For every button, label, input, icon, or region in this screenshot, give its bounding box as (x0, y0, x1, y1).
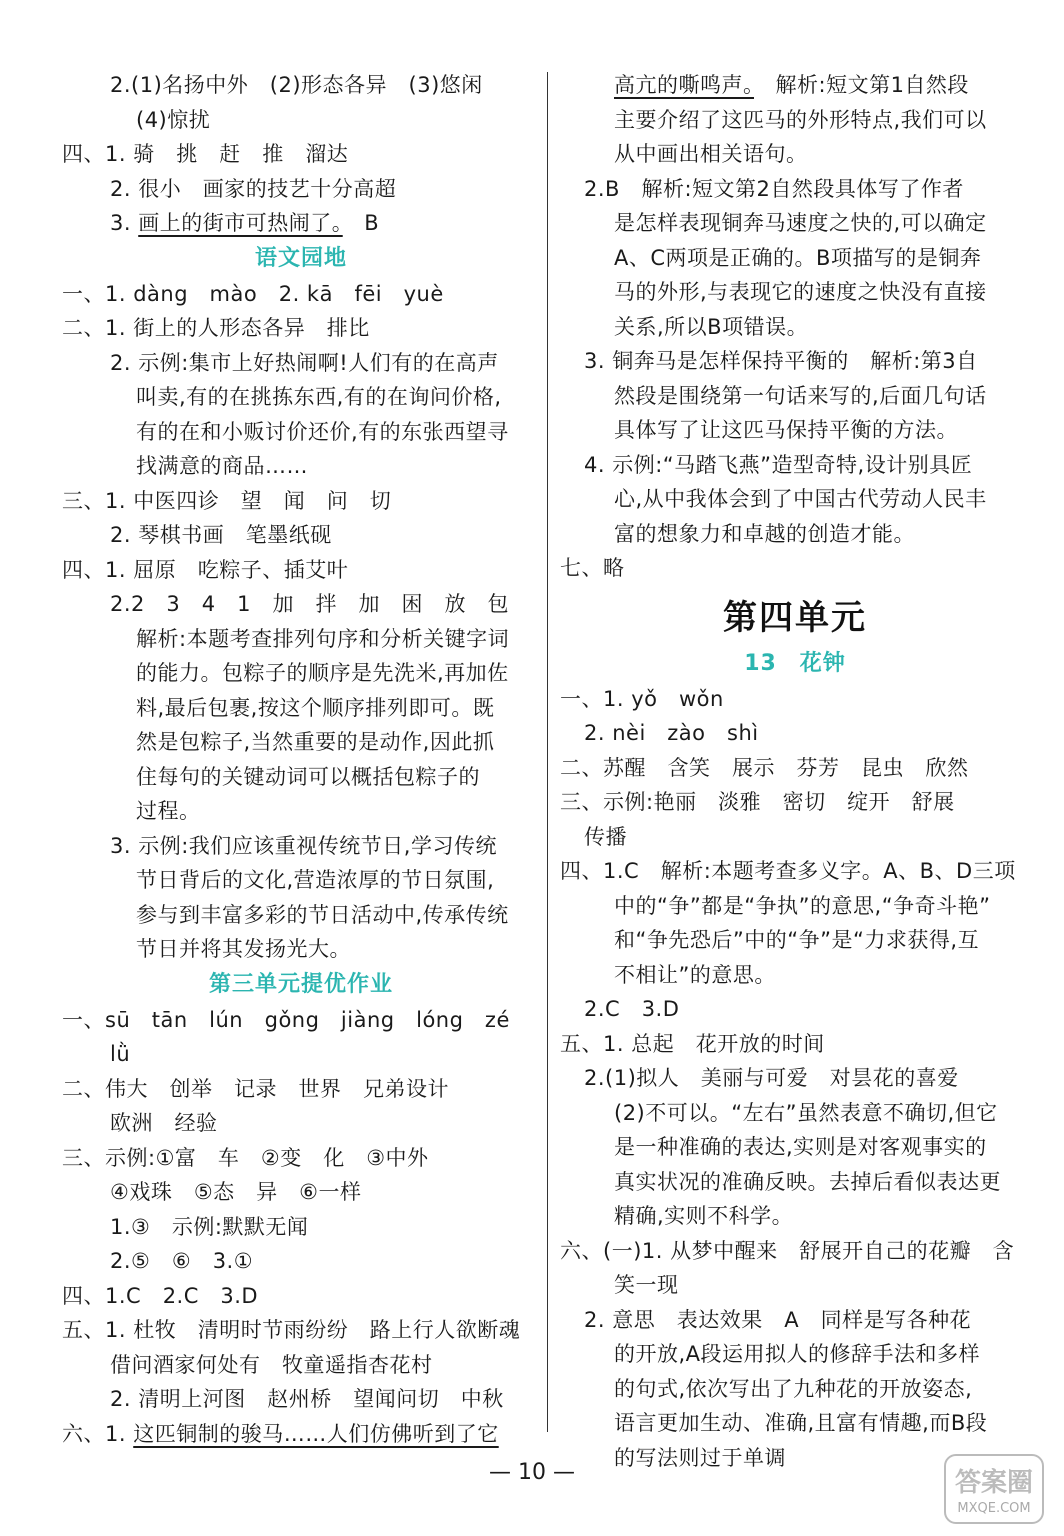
answer-line: 一、1. dàng mào 2. kā fēi yuè (62, 281, 444, 306)
answer-line: 六、(一)1. 从梦中醒来 舒展开自己的花瓣 含 (560, 1238, 1015, 1263)
answer-line: 3. 铜奔马是怎样保持平衡的 解析:第3自 (584, 349, 978, 373)
answer-line: 笑一现 (614, 1273, 679, 1297)
left-column (62, 68, 540, 1451)
answer-line: 不相让”的意思。 (614, 962, 776, 987)
column-divider (547, 72, 548, 1432)
answer-line: 参与到丰富多彩的节日活动中,传承传统 (136, 902, 509, 927)
answer-line: 过程。 (136, 799, 201, 823)
answer-line: 五、1. 杜牧 清明时节雨纷纷 路上行人欲断魂 (62, 1318, 521, 1342)
section-heading: 13 花钟 (744, 650, 846, 676)
answer-line: 语言更加生动、准确,且富有情趣,而B段 (614, 1411, 988, 1435)
answer-line: 3. 画上的街市可热闹了。 B (110, 211, 380, 235)
underlined-text: 画上的街市可热闹了。 (138, 211, 343, 235)
answer-line: 2.(1)拟人 美丽与可爱 对昙花的喜爱 (584, 1066, 959, 1090)
answer-line: 四、1. 骑 挑 赶 推 溜达 (62, 142, 349, 166)
answer-line: 是一种准确的表达,实则是对客观事实的 (614, 1135, 987, 1159)
answer-line: 住每句的关键动词可以概括包粽子的 (136, 764, 480, 789)
answer-line: 一、1. yǒ wǒn (560, 686, 724, 711)
answer-line: 2.(1)名扬中外 (2)形态各异 (3)悠闲 (110, 73, 483, 97)
answer-line: 然是包粽子,当然重要的是动作,因此抓 (136, 730, 495, 754)
answer-line: 高亢的嘶鸣声。 解析:短文第1自然段 (614, 73, 969, 97)
answer-line: 2. 很小 画家的技艺十分高超 (110, 176, 397, 201)
answer-line: 关系,所以B项错误。 (614, 314, 809, 339)
answer-line: (4)惊扰 (136, 107, 211, 132)
watermark-logo (944, 1454, 1044, 1524)
answer-line: 有的在和小贩讨价还价,有的东张西望寻 (136, 419, 509, 444)
answer-line: 精确,实则不科学。 (614, 1204, 794, 1228)
answer-line: 三、示例:艳丽 淡雅 密切 绽开 舒展 (560, 790, 955, 814)
answer-line: 2. nèi zào shì (584, 721, 759, 745)
underlined-text: 这匹铜制的骏马……人们仿佛听到了它 (133, 1421, 499, 1446)
answer-line: 2. 琴棋书画 笔墨纸砚 (110, 523, 332, 547)
answer-line: 二、苏醒 含笑 展示 芬芳 昆虫 欣然 (560, 755, 969, 780)
answer-line: 四、1.C 解析:本题考查多义字。A、B、D三项 (560, 859, 1016, 883)
answer-line: 二、伟大 创举 记录 世界 兄弟设计 (62, 1076, 449, 1101)
answer-line: 三、示例:①富 车 ②变 化 ③中外 (62, 1145, 429, 1170)
answer-line: 真实状况的准确反映。去掉后看似表达更 (614, 1169, 1001, 1194)
answer-line: 马的外形,与表现它的速度之快没有直接 (614, 280, 987, 304)
answer-line: 和“争先恐后”中的“争”是“力求获得,互 (614, 928, 980, 952)
answer-line: 的开放,A段运用拟人的修辞手法和多样 (614, 1342, 981, 1366)
answer-line: 传播 (584, 824, 627, 849)
unit-title: 第四单元 (723, 597, 867, 638)
answer-line: 2.⑤ ⑥ 3.① (110, 1249, 254, 1273)
section-heading: 语文园地 (254, 245, 347, 271)
answer-line: 4. 示例:“马踏飞燕”造型奇特,设计别具匠 (584, 452, 973, 477)
answer-line: 四、1.C 2.C 3.D (62, 1283, 259, 1308)
answer-line: 2. 示例:集市上好热闹啊!人们有的在高声 (110, 350, 499, 375)
answer-line: 具体写了让这匹马保持平衡的方法。 (614, 418, 958, 442)
answer-line: 叫卖,有的在挑拣东西,有的在询问价格, (136, 385, 502, 409)
answer-line: 1.③ 示例:默默无闻 (110, 1214, 309, 1239)
page-number: — 10 — (489, 1460, 575, 1485)
answer-line: 的写法则过于单调 (614, 1445, 786, 1470)
answer-line: 一、sū tān lún gǒng jiàng lóng zé (62, 1007, 510, 1032)
underlined-text: 高亢的嘶鸣声。 (614, 73, 754, 97)
answer-line: ④戏珠 ⑤态 异 ⑥一样 (110, 1180, 362, 1204)
answer-line: 的句式,依次写出了九种花的开放姿态, (614, 1376, 973, 1401)
watermark-glyph: 答案圈 (954, 1468, 1033, 1498)
answer-line: 中的“争”都是“争执”的意思,“争奇斗艳” (614, 893, 991, 918)
answer-line: A、C两项是正确的。B项描写的是铜奔 (614, 245, 982, 270)
answer-line: 欧洲 经验 (110, 1111, 218, 1135)
answer-line: 料,最后包裹,按这个顺序排列即可。既 (136, 695, 495, 720)
answer-line: 主要介绍了这匹马的外形特点,我们可以 (614, 107, 987, 132)
answer-line: 2.2 3 4 1 加 拌 加 困 放 包 (110, 592, 509, 616)
answer-line: 借问酒家何处有 牧童遥指杏花村 (110, 1352, 433, 1377)
answer-line: 富的想象力和卓越的创造才能。 (614, 521, 915, 546)
watermark-text: MXQE.COM (957, 1501, 1031, 1516)
answer-line: 2. 清明上河图 赵州桥 望闻问切 中秋 (110, 1387, 504, 1411)
answer-line: lǜ (110, 1042, 131, 1066)
answer-line: 节日背后的文化,营造浓厚的节日氛围, (136, 868, 495, 892)
answer-line: 然段是围绕第一句话来写的,后面几句话 (614, 383, 987, 408)
answer-line: 2.B 解析:短文第2自然段具体写了作者 (584, 176, 964, 201)
answer-line: 解析:本题考查排列句序和分析关键字词 (136, 626, 510, 651)
answer-line: 节日并将其发扬光大。 (136, 937, 351, 961)
section-heading: 第三单元提优作业 (208, 971, 393, 997)
answer-line: 四、1. 屈原 吃粽子、插艾叶 (62, 557, 349, 582)
answer-line: 五、1. 总起 花开放的时间 (560, 1031, 825, 1056)
answer-line: 2.C 3.D (584, 997, 680, 1021)
answer-line: 2. 意思 表达效果 A 同样是写各种花 (584, 1307, 972, 1332)
answer-line: 从中画出相关语句。 (614, 142, 808, 166)
answer-line: 找满意的商品…… (136, 454, 308, 478)
answer-line: 的能力。包粽子的顺序是先洗米,再加佐 (136, 661, 509, 685)
answer-line: 3. 示例:我们应该重视传统节日,学习传统 (110, 833, 497, 858)
answer-line: 六、1. 这匹铜制的骏马……人们仿佛听到了它 (62, 1421, 499, 1446)
right-column (560, 68, 1030, 1475)
answer-line: 心,从中我体会到了中国古代劳动人民丰 (614, 487, 987, 511)
answer-line: 二、1. 街上的人形态各异 排比 (62, 316, 370, 340)
answer-line: 是怎样表现铜奔马速度之快的,可以确定 (614, 211, 987, 235)
answer-line: 七、略 (560, 556, 625, 580)
answer-line: 三、1. 中医四诊 望 闻 问 切 (62, 488, 392, 513)
answer-line: (2)不可以。“左右”虽然表意不确切,但它 (614, 1100, 998, 1125)
